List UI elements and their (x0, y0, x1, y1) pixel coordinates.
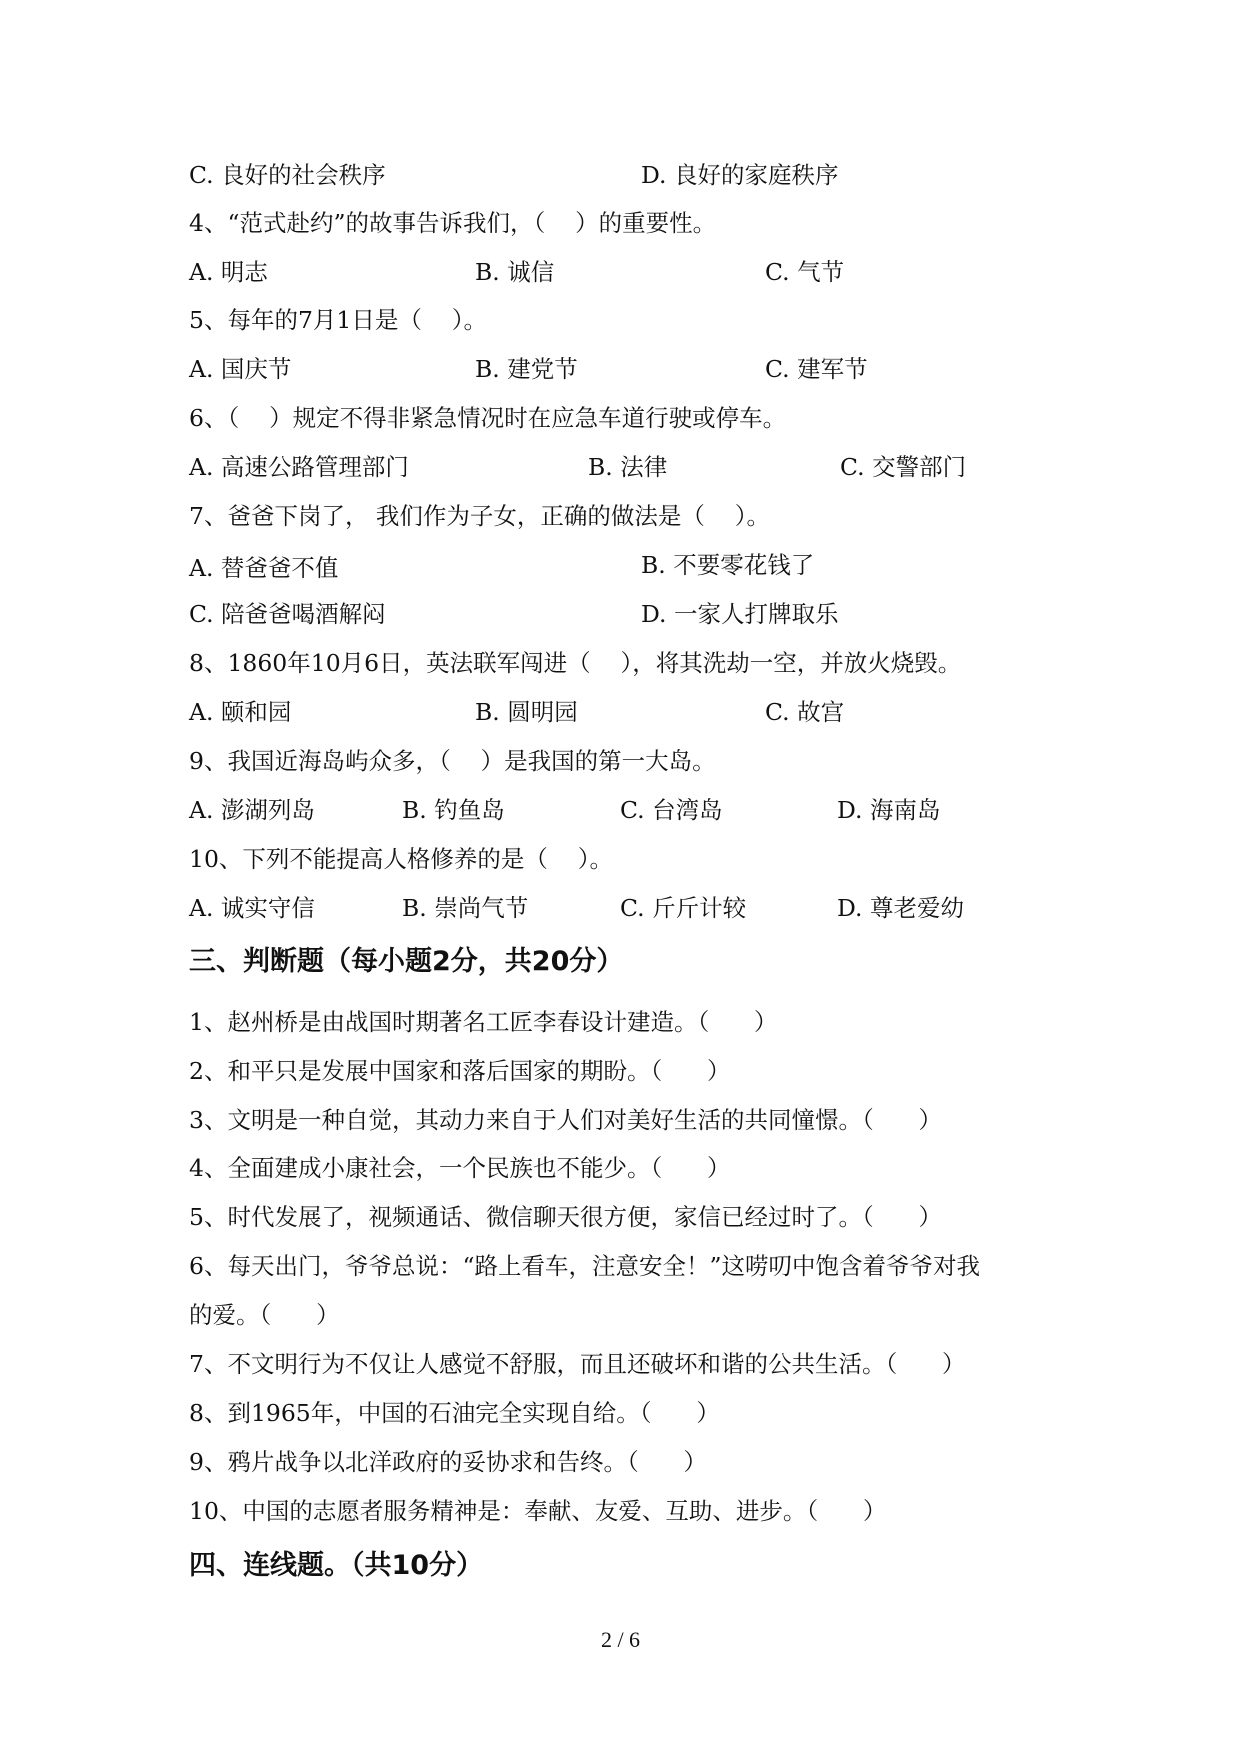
question-6: 6、（ ）规定不得非紧急情况时在应急车道行驶或停车。 (189, 404, 787, 432)
judge-item-2: 2、和平只是发展中国家和落后国家的期盼。（ ） (189, 1057, 731, 1085)
q10-option-d: D. 尊老爱幼 (837, 894, 964, 922)
q6-option-a: A. 高速公路管理部门 (189, 453, 409, 481)
judge-item-9: 9、鸦片战争以北洋政府的妥协求和告终。（ ） (189, 1448, 708, 1476)
q5-option-a: A. 国庆节 (189, 355, 292, 383)
q5-option-b: B. 建党节 (475, 355, 578, 383)
q3-option-c: C. 良好的社会秩序 (189, 161, 386, 189)
judge-item-3: 3、文明是一种自觉，其动力来自于人们对美好生活的共同憧憬。（ ） (189, 1106, 943, 1134)
q3-option-d: D. 良好的家庭秩序 (641, 161, 839, 189)
q4-option-c: C. 气节 (765, 258, 845, 286)
q10-option-b: B. 崇尚气节 (402, 894, 529, 922)
page-number: 2 / 6 (600, 1627, 641, 1652)
q8-option-a: A. 颐和园 (189, 698, 292, 726)
judge-item-7: 7、不文明行为不仅让人感觉不舒服，而且还破坏和谐的公共生活。（ ） (189, 1350, 966, 1378)
judge-item-6: 6、每天出门，爷爷总说：“路上看车，注意安全！”这唠叨中饱含着爷爷对我 (189, 1252, 980, 1280)
question-5: 5、每年的7月1日是（ ）。 (189, 306, 487, 334)
q10-option-a: A. 诚实守信 (189, 894, 315, 922)
q8-option-b: B. 圆明园 (475, 698, 578, 726)
q9-option-d: D. 海南岛 (837, 796, 941, 824)
q8-option-c: C. 故宫 (765, 698, 845, 726)
question-8: 8、1860年10月6日，英法联军闯进（ ），将其洗劫一空，并放火烧毁。 (189, 649, 962, 677)
q7-option-b: B. 不要零花钱了 (641, 551, 815, 579)
section-3-heading: 三、判断题（每小题2分，共20分） (189, 946, 624, 977)
judge-item-1: 1、赵州桥是由战国时期著名工匠李春设计建造。（ ） (189, 1008, 778, 1036)
judge-item-10: 10、中国的志愿者服务精神是：奉献、友爱、互助、进步。（ ） (189, 1497, 887, 1525)
q4-option-b: B. 诚信 (475, 258, 555, 286)
question-4: 4、“范式赴约”的故事告诉我们，（ ）的重要性。 (189, 209, 717, 237)
q10-option-c: C. 斤斤计较 (620, 894, 747, 922)
judge-item-6-cont: 的爱。（ ） (189, 1301, 340, 1329)
judge-item-8: 8、到1965年，中国的石油完全实现自给。（ ） (189, 1399, 720, 1427)
question-7: 7、爸爸下岗了， 我们作为子女，正确的做法是（ ）。 (189, 502, 771, 530)
q4-option-a: A. 明志 (189, 258, 268, 286)
q7-option-c: C. 陪爸爸喝酒解闷 (189, 600, 386, 628)
q5-option-c: C. 建军节 (765, 355, 868, 383)
question-10: 10、下列不能提高人格修养的是（ ）。 (189, 845, 614, 873)
question-9: 9、我国近海岛屿众多，（ ）是我国的第一大岛。 (189, 747, 716, 775)
judge-item-5: 5、时代发展了，视频通话、微信聊天很方便，家信已经过时了。（ ） (189, 1203, 943, 1231)
q9-option-a: A. 澎湖列岛 (189, 796, 315, 824)
q6-option-c: C. 交警部门 (840, 453, 967, 481)
q9-option-b: B. 钓鱼岛 (402, 796, 505, 824)
section-4-heading: 四、连线题。（共10分） (189, 1550, 484, 1581)
q7-option-a: A. 替爸爸不值 (189, 554, 339, 582)
q9-option-c: C. 台湾岛 (620, 796, 723, 824)
q7-option-d: D. 一家人打牌取乐 (641, 600, 839, 628)
judge-item-4: 4、全面建成小康社会，一个民族也不能少。（ ） (189, 1154, 731, 1182)
q6-option-b: B. 法律 (588, 453, 668, 481)
